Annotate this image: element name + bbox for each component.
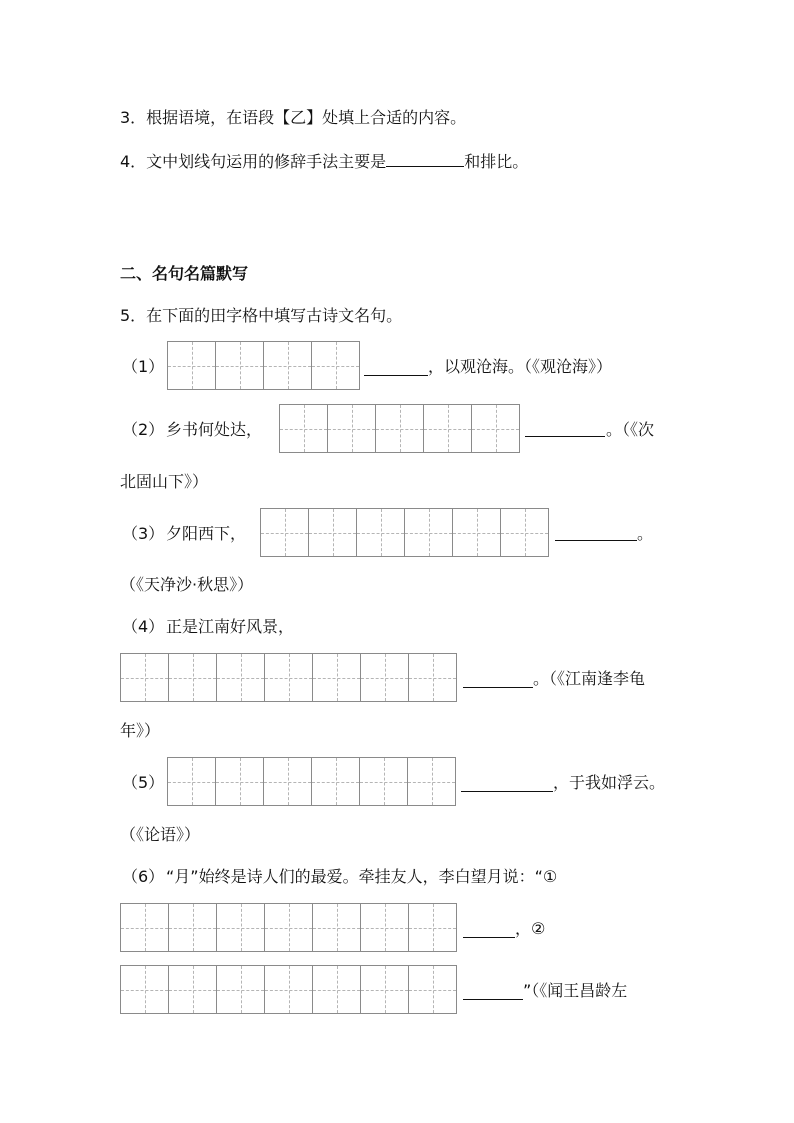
question-4-text: 4．文中划线句运用的修辞手法主要是 [120,152,387,171]
section-heading: 二、名句名篇默写 [120,264,249,283]
item-5-suffix: ，于我如浮云。 [553,773,666,792]
item-4-source: 年》） [120,721,161,740]
item-2-prefix: 乡书何处达， [166,420,263,439]
item-2-source: 北固山下》） [120,472,209,491]
answer-line-1[interactable] [364,375,428,376]
answer-grid-2[interactable] [279,404,520,453]
question-4-suffix: 和排比。 [464,152,529,171]
item-6-prefix: “月”始终是诗人们的最爱。牵挂友人，李白望月说：“① [166,867,558,886]
item-5-number: （5） [122,773,165,792]
item-3-suffix: 。 [637,524,654,543]
answer-line-3[interactable] [555,540,637,541]
answer-line-5[interactable] [461,791,553,792]
item-1-number: （1） [122,357,165,376]
answer-blank[interactable] [386,150,464,167]
item-6-mid: ，② [515,919,546,938]
question-4 [120,150,528,172]
answer-line-4[interactable] [463,687,533,688]
answer-grid-6a[interactable] [120,903,457,952]
item-6-number: （6） [122,867,165,886]
item-3-source: （《天净沙·秋思》） [120,575,254,594]
item-3-prefix: 夕阳西下， [166,524,247,543]
question-5: 5．在下面的田字格中填写古诗文名句。 [120,306,403,325]
answer-grid-6b[interactable] [120,965,457,1014]
item-4-prefix: 正是江南好风景， [166,617,295,636]
item-2-suffix: 。（《次 [606,420,655,439]
item-3-number: （3） [122,524,165,543]
answer-line-6a[interactable] [463,937,515,938]
item-6-suffix: ”（《闻王昌龄左 [523,981,628,1000]
answer-grid-4[interactable] [120,653,457,702]
answer-grid-3[interactable] [260,508,549,557]
answer-grid-1[interactable] [167,341,360,390]
answer-line-6b[interactable] [463,999,523,1000]
item-1-text: ，以观沧海。（《观沧海》） [428,357,613,376]
item-5-source: （《论语》） [120,825,201,844]
question-3: 3．根据语境，在语段【乙】处填上合适的内容。 [120,108,467,127]
item-4-suffix: 。（《江南逢李龟 [533,669,646,688]
answer-grid-5[interactable] [167,757,456,806]
item-4-number: （4） [122,617,165,636]
answer-line-2[interactable] [525,436,605,437]
item-2-number: （2） [122,420,165,439]
